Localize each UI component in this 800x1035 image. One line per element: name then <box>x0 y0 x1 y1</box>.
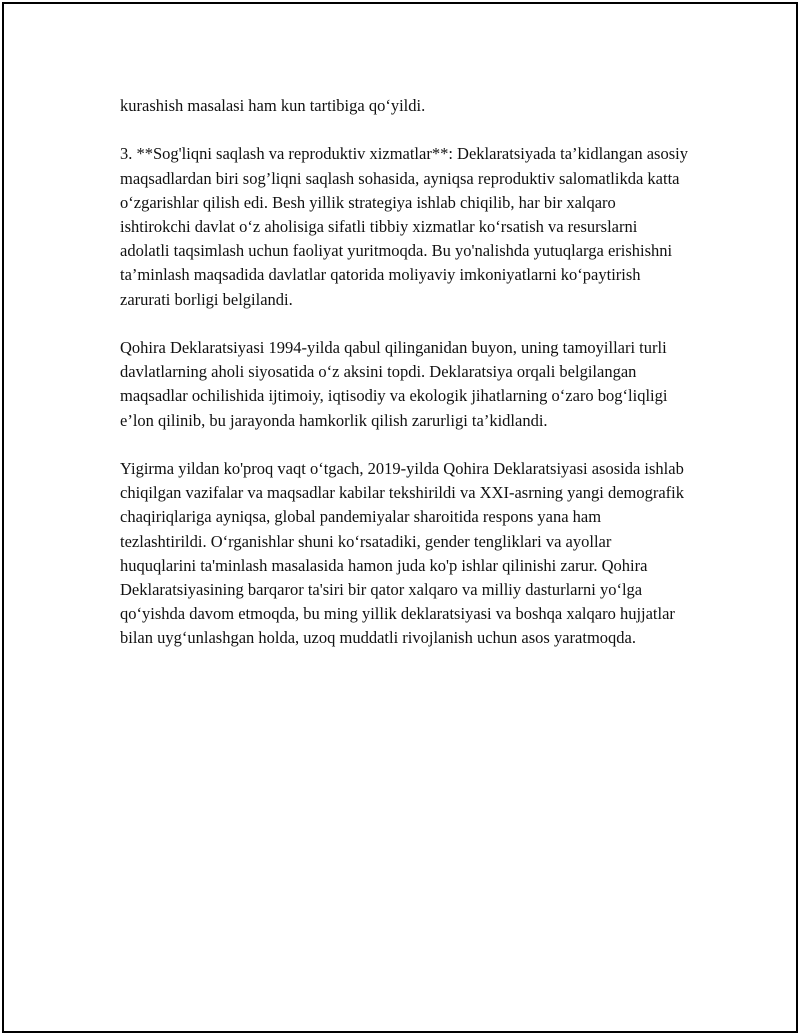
paragraph-cairo-declaration: Qohira Deklaratsiyasi 1994-yilda qabul qilinganidan buyon, uning tamoyillari turli davlatlarning aholi siyosatida o‘z aksini topdi. Deklaratsiya orqali belgilangan maqsadlar ochilishida ijtimoiy, iqtisodiy va ekologik jihatlarning o‘zaro bog‘liqligi e’lon qilinib, bu jarayonda hamkorlik qilish zarurligi ta’kidlandi. <box>120 338 668 430</box>
paragraph-health-services: 3. **Sog'liqni saqlash va reproduktiv xizmatlar**: Deklaratsiyada ta’kidlangan asosiy maqsadlardan biri sog’liqni saqlash sohasida, ayniqsa reproduktiv salomatlikda katta o‘zgarishlar qilish edi. Besh yillik strategiya ishlab chiqilib, har bir xalqaro ishtirokchi davlat o‘z aholisiga sifatli tibbiy xizmatlar ko‘rsatish va resurslarni adolatli taqsimlash uchun faoliyat yuritmoqda. Bu yo'nalishda yutuqlarga erishishni ta’minlash maqsadida davlatlar qatorida moliyaviy imkoniyatlarni ko‘paytirish zarurati borligi belgilandi. <box>120 144 688 309</box>
document-page <box>2 2 798 1033</box>
document-body <box>120 94 690 675</box>
paragraph-continuation: kurashish masalasi ham kun tartibiga qo‘yildi. <box>120 96 426 115</box>
paragraph-twenty-years-later: Yigirma yildan ko'proq vaqt o‘tgach, 2019-yilda Qohira Deklaratsiyasi asosida ishlab chiqilgan vazifalar va maqsadlar kabilar tekshirildi va XXI-asrning yangi demografik chaqiriqlariga ayniqsa, global pandemiyalar sharoitida respons yana ham tezlashtirildi. O‘rganishlar shuni ko‘rsatadiki, gender tengliklari va ayollar huquqlarini ta'minlash masalasida hamon juda ko'p ishlar qilinishi zarur. Qohira Deklaratsiyasining barqaror ta'siri bir qator xalqaro va milliy dasturlarni yo‘lga qo‘yishda davom etmoqda, bu ming yillik deklaratsiyasi va boshqa xalqaro hujjatlar bilan uyg‘unlashgan holda, uzoq muddatli rivojlanish uchun asos yaratmoqda. <box>120 459 685 648</box>
